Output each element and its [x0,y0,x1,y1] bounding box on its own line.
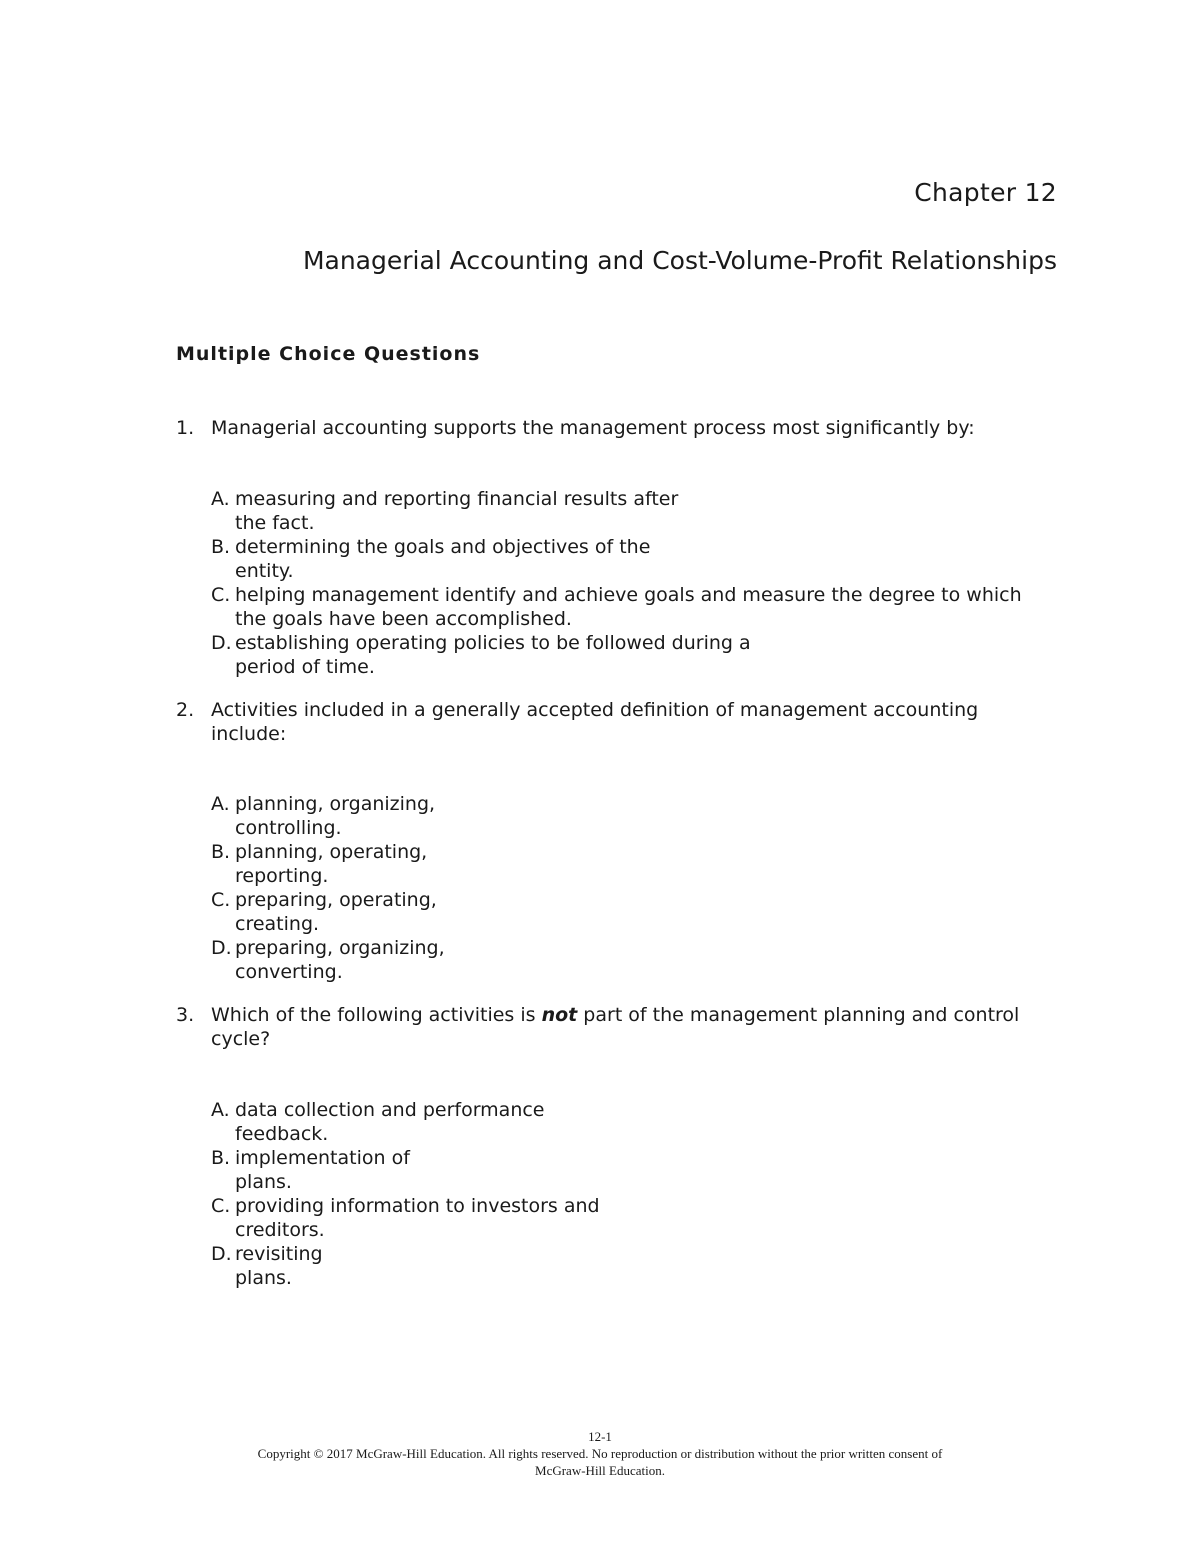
question-emphasis: not [541,1004,578,1026]
option-letter: C. [211,584,231,606]
option-letter: D. [211,632,232,654]
answer-option [211,936,1056,984]
option-letter: D. [211,937,232,959]
option-text [235,1098,1056,1146]
answer-option [211,1242,1056,1290]
option-letter: D. [211,1243,232,1265]
option-text-line: plans. [235,1171,292,1193]
option-text-line: creating. [235,913,320,935]
answer-option [211,792,1056,840]
option-text-line: the fact. [235,512,315,534]
question-number: 3. [176,1004,195,1026]
option-letter: C. [211,889,231,911]
answer-options [176,1098,1056,1290]
answer-options [176,487,1056,679]
option-letter: A. [211,488,230,510]
option-text-line: providing information to investors and [235,1195,600,1217]
answer-option [211,840,1056,888]
option-text-line: preparing, operating, [235,889,437,911]
option-text-line: helping management identify and achieve goals and measure the degree to which [235,584,1022,606]
option-text [235,535,1056,583]
answer-option [211,1194,1056,1242]
chapter-title: Managerial Accounting and Cost-Volume-Profit Relationships [302,246,1057,275]
option-text-line: revisiting [235,1243,323,1265]
option-text-line: preparing, organizing, [235,937,445,959]
option-text-line: entity. [235,560,294,582]
answer-option [211,888,1056,936]
option-text [235,583,1056,631]
option-text-line: plans. [235,1267,292,1289]
answer-option [211,583,1056,631]
option-letter: B. [211,536,231,558]
option-text-line: planning, organizing, [235,793,436,815]
copyright-notice: Copyright © 2017 McGraw-Hill Education. All rights reserved. No reproduction or distribution without the prior written consent of [257,1446,943,1461]
question-1 [176,416,1056,679]
option-text-line: determining the goals and objectives of the [235,536,651,558]
option-text [235,631,1056,679]
section-heading: Multiple Choice Questions [176,343,481,365]
option-text [235,792,1056,840]
answer-option [211,535,1056,583]
question-text: Managerial accounting supports the management process most significantly by: [211,417,975,439]
option-text-line: the goals have been accomplished. [235,608,572,630]
option-text-line: feedback. [235,1123,329,1145]
answer-options [176,792,1056,984]
option-text-line: reporting. [235,865,329,887]
answer-option [211,1146,1056,1194]
option-text-line: measuring and reporting financial results after [235,488,679,510]
page-footer [0,1428,1200,1479]
option-letter: B. [211,841,231,863]
question-number: 2. [176,699,195,721]
option-text-line: controlling. [235,817,342,839]
copyright-notice-continued: McGraw-Hill Education. [535,1463,665,1478]
option-text-line: planning, operating, [235,841,428,863]
option-letter: C. [211,1195,231,1217]
page-number: 12-1 [588,1429,612,1444]
option-text-line: data collection and performance [235,1099,545,1121]
option-text [235,936,1056,984]
option-text [235,888,1056,936]
option-text-line: period of time. [235,656,375,678]
option-text-line: converting. [235,961,343,983]
question-3 [176,1003,1056,1290]
option-letter: B. [211,1147,231,1169]
option-text [235,1146,1056,1194]
question-text-part: part of the management planning and control cycle? [211,1004,1020,1050]
chapter-label: Chapter 12 [914,178,1057,207]
question-text-part: Which of the following activities is [211,1004,542,1026]
question-2 [176,698,1056,984]
option-text [235,487,1056,535]
answer-option [211,631,1056,679]
answer-option [211,1098,1056,1146]
option-letter: A. [211,793,230,815]
option-letter: A. [211,1099,230,1121]
option-text-line: establishing operating policies to be followed during a [235,632,751,654]
option-text [235,1242,1056,1290]
option-text-line: implementation of [235,1147,410,1169]
question-text [211,1003,1056,1051]
question-text: Activities included in a generally accepted definition of management accounting include: [211,699,979,745]
answer-option [211,487,1056,535]
option-text [235,1194,1056,1242]
question-number: 1. [176,417,195,439]
option-text-line: creditors. [235,1219,325,1241]
option-text [235,840,1056,888]
